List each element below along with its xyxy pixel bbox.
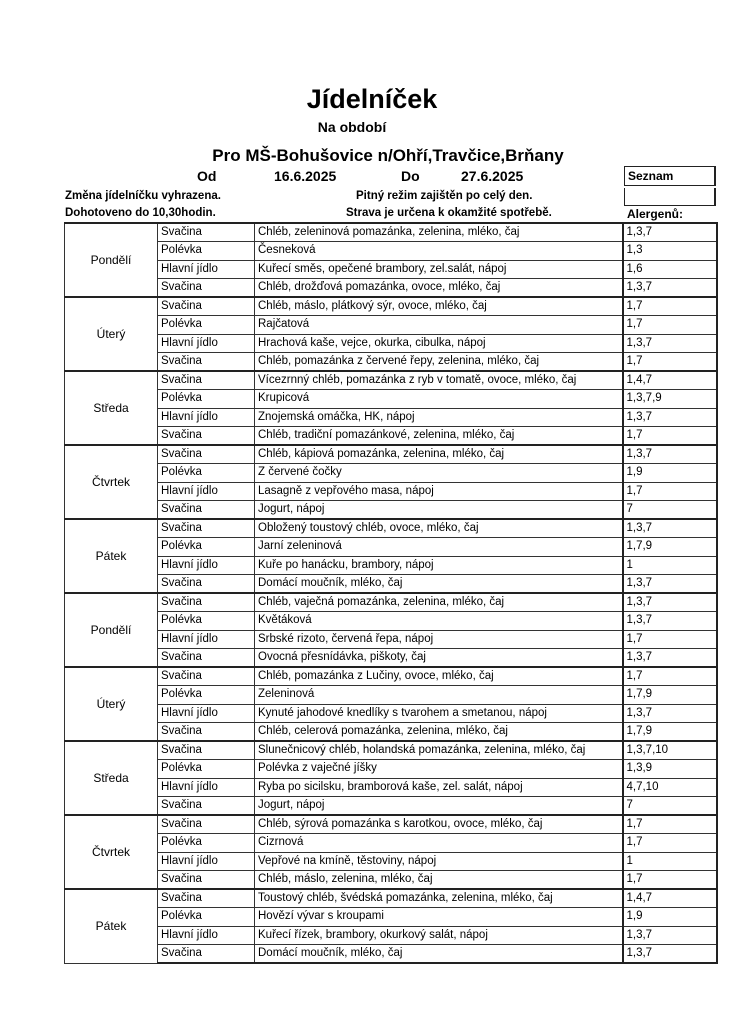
meal-type: Svačina: [158, 649, 255, 668]
school-name: Pro MŠ-Bohušovice n/Ohří,Travčice,Brňany: [212, 146, 564, 165]
meal-description: Kynuté jahodové knedlíky s tvarohem a smetanou, nápoj: [255, 704, 623, 723]
to-label: Do: [401, 168, 420, 184]
meal-description: Lasagně z vepřového masa, nápoj: [255, 482, 623, 501]
meal-allergens: 1,3,7: [623, 593, 717, 612]
meal-type: Svačina: [158, 427, 255, 446]
meal-description: Krupicová: [255, 390, 623, 409]
menu-row: [65, 889, 717, 908]
menu-row: [65, 501, 717, 520]
meal-allergens: 1: [623, 556, 717, 575]
meal-allergens: 1,7: [623, 815, 717, 834]
meal-allergens: 1,6: [623, 260, 717, 279]
meal-type: Polévka: [158, 316, 255, 335]
meal-description: Chléb, máslo, zelenina, mléko, čaj: [255, 871, 623, 890]
meal-description: Zeleninová: [255, 686, 623, 705]
meal-allergens: 1,3,7: [623, 279, 717, 298]
meal-allergens: 1,3,7,10: [623, 741, 717, 760]
meal-description: Chléb, zeleninová pomazánka, zelenina, mléko, čaj: [255, 223, 623, 242]
meal-type: Hlavní jídlo: [158, 556, 255, 575]
meal-allergens: 1,3,7: [623, 704, 717, 723]
meal-type: Svačina: [158, 871, 255, 890]
meal-description: Chléb, kápiová pomazánka, zelenina, mléko, čaj: [255, 445, 623, 464]
meal-description: Z červené čočky: [255, 464, 623, 483]
meal-allergens: 7: [623, 501, 717, 520]
menu-row: [65, 242, 717, 261]
meal-type: Svačina: [158, 815, 255, 834]
meal-description: Ovocná přesnídávka, piškoty, čaj: [255, 649, 623, 668]
meal-description: Slunečnicový chléb, holandská pomazánka, zelenina, mléko, čaj: [255, 741, 623, 760]
day-name: Pátek: [65, 889, 158, 963]
meal-allergens: 1,3,7: [623, 334, 717, 353]
meal-description: Domácí moučník, mléko, čaj: [255, 945, 623, 964]
meal-allergens: 1,7: [623, 297, 717, 316]
day-name: Úterý: [65, 667, 158, 741]
menu-row: [65, 797, 717, 816]
meal-type: Hlavní jídlo: [158, 260, 255, 279]
period-label: Na období: [317, 119, 387, 135]
menu-row: [65, 260, 717, 279]
meal-type: Svačina: [158, 519, 255, 538]
menu-row: [65, 760, 717, 779]
meal-description: Domácí moučník, mléko, čaj: [255, 575, 623, 594]
meal-allergens: 1,3,7: [623, 445, 717, 464]
meal-type: Svačina: [158, 445, 255, 464]
menu-row: [65, 464, 717, 483]
meal-allergens: 1,4,7: [623, 889, 717, 908]
meal-allergens: 1,3,7: [623, 223, 717, 242]
meal-allergens: 1,7,9: [623, 538, 717, 557]
menu-row: [65, 630, 717, 649]
meal-allergens: 1,7: [623, 427, 717, 446]
menu-row: [65, 408, 717, 427]
meal-type: Hlavní jídlo: [158, 926, 255, 945]
meal-type: Polévka: [158, 464, 255, 483]
menu-row: [65, 445, 717, 464]
meal-type: Svačina: [158, 279, 255, 298]
meal-description: Znojemská omáčka, HK, nápoj: [255, 408, 623, 427]
meal-description: Vícezrnný chléb, pomazánka z ryb v tomatě, ovoce, mléko, čaj: [255, 371, 623, 390]
meal-type: Svačina: [158, 741, 255, 760]
note-change-reserved: Změna jídelníčku vyhrazena.: [65, 190, 221, 202]
day-name: Středa: [65, 371, 158, 445]
menu-row: [65, 427, 717, 446]
meal-description: Kuře po hanácku, brambory, nápoj: [255, 556, 623, 575]
menu-row: [65, 815, 717, 834]
allergen-header-subtitle: Alergenů:: [627, 207, 684, 221]
meal-description: Srbské rizoto, červená řepa, nápoj: [255, 630, 623, 649]
meal-allergens: 1,3,7: [623, 926, 717, 945]
day-name: Čtvrtek: [65, 815, 158, 889]
meal-description: Chléb, drožďová pomazánka, ovoce, mléko, čaj: [255, 279, 623, 298]
meal-type: Svačina: [158, 723, 255, 742]
meal-type: Svačina: [158, 593, 255, 612]
meal-description: Kuřecí řízek, brambory, okurkový salát, nápoj: [255, 926, 623, 945]
meal-type: Svačina: [158, 353, 255, 372]
meal-description: Toustový chléb, švédská pomazánka, zelenina, mléko, čaj: [255, 889, 623, 908]
meal-allergens: 1,4,7: [623, 371, 717, 390]
meal-type: Hlavní jídlo: [158, 482, 255, 501]
meal-allergens: 1,7: [623, 667, 717, 686]
meal-allergens: 1,9: [623, 908, 717, 927]
meal-allergens: 1,3,9: [623, 760, 717, 779]
meal-type: Polévka: [158, 390, 255, 409]
meal-allergens: 1,3,7: [623, 575, 717, 594]
meal-type: Svačina: [158, 889, 255, 908]
meal-type: Svačina: [158, 797, 255, 816]
meal-description: Jogurt, nápoj: [255, 501, 623, 520]
menu-row: [65, 704, 717, 723]
meal-allergens: 1,7: [623, 871, 717, 890]
meal-description: Vepřové na kmíně, těstoviny, nápoj: [255, 852, 623, 871]
menu-row: [65, 686, 717, 705]
menu-row: [65, 926, 717, 945]
note-immediate-consumption: Strava je určena k okamžité spotřebě.: [346, 207, 552, 219]
meal-type: Svačina: [158, 371, 255, 390]
meal-allergens: 1,3,7,9: [623, 390, 717, 409]
meal-allergens: 1: [623, 852, 717, 871]
meal-type: Hlavní jídlo: [158, 408, 255, 427]
meal-allergens: 1,7,9: [623, 723, 717, 742]
note-drinking-regime: Pitný režim zajištěn po celý den.: [356, 190, 533, 202]
meal-type: Hlavní jídlo: [158, 630, 255, 649]
meal-description: Rajčatová: [255, 316, 623, 335]
page-title: Jídelníček: [306, 84, 438, 114]
meal-description: Česneková: [255, 242, 623, 261]
day-name: Pátek: [65, 519, 158, 593]
meal-description: Cizrnová: [255, 834, 623, 853]
menu-row: [65, 390, 717, 409]
meal-allergens: 1,3,7: [623, 945, 717, 964]
day-name: Úterý: [65, 297, 158, 371]
menu-row: [65, 741, 717, 760]
menu-row: [65, 538, 717, 557]
meal-allergens: 1,7: [623, 316, 717, 335]
meal-description: Chléb, sýrová pomazánka s karotkou, ovoce, mléko, čaj: [255, 815, 623, 834]
menu-table: [64, 222, 718, 964]
meal-allergens: 1,7: [623, 482, 717, 501]
meal-type: Svačina: [158, 945, 255, 964]
meal-description: Jarní zeleninová: [255, 538, 623, 557]
meal-type: Hlavní jídlo: [158, 778, 255, 797]
meal-description: Chléb, tradiční pomazánkové, zelenina, mléko, čaj: [255, 427, 623, 446]
menu-row: [65, 593, 717, 612]
menu-row: [65, 871, 717, 890]
menu-row: [65, 334, 717, 353]
menu-row: [65, 519, 717, 538]
menu-row: [65, 908, 717, 927]
meal-allergens: 1,7: [623, 834, 717, 853]
meal-allergens: 7: [623, 797, 717, 816]
menu-row: [65, 723, 717, 742]
meal-description: Kuřecí směs, opečené brambory, zel.salát, nápoj: [255, 260, 623, 279]
menu-row: [65, 316, 717, 335]
meal-type: Svačina: [158, 575, 255, 594]
menu-row: [65, 778, 717, 797]
meal-type: Polévka: [158, 686, 255, 705]
meal-allergens: 1,7: [623, 630, 717, 649]
meal-description: Květáková: [255, 612, 623, 631]
from-date: 16.6.2025: [274, 168, 337, 184]
meal-type: Polévka: [158, 242, 255, 261]
meal-type: Polévka: [158, 760, 255, 779]
meal-allergens: 1,7,9: [623, 686, 717, 705]
meal-description: Ryba po sicilsku, bramborová kaše, zel. salát, nápoj: [255, 778, 623, 797]
day-name: Čtvrtek: [65, 445, 158, 519]
from-label: Od: [197, 168, 217, 184]
menu-row: [65, 297, 717, 316]
day-name: Pondělí: [65, 593, 158, 667]
meal-allergens: 1,9: [623, 464, 717, 483]
meal-description: Hovězí vývar s kroupami: [255, 908, 623, 927]
meal-description: Chléb, máslo, plátkový sýr, ovoce, mléko, čaj: [255, 297, 623, 316]
meal-type: Polévka: [158, 908, 255, 927]
menu-row: [65, 223, 717, 242]
meal-allergens: 1,3: [623, 242, 717, 261]
meal-type: Hlavní jídlo: [158, 704, 255, 723]
menu-row: [65, 649, 717, 668]
meal-description: Obložený toustový chléb, ovoce, mléko, čaj: [255, 519, 623, 538]
menu-row: [65, 556, 717, 575]
menu-row: [65, 612, 717, 631]
to-date: 27.6.2025: [461, 168, 524, 184]
menu-row: [65, 834, 717, 853]
meal-type: Polévka: [158, 612, 255, 631]
meal-type: Svačina: [158, 297, 255, 316]
meal-allergens: 1,3,7: [623, 519, 717, 538]
menu-row: [65, 371, 717, 390]
menu-row: [65, 279, 717, 298]
meal-type: Svačina: [158, 501, 255, 520]
menu-row: [65, 353, 717, 372]
meal-type: Hlavní jídlo: [158, 852, 255, 871]
menu-row: [65, 575, 717, 594]
meal-description: Chléb, vaječná pomazánka, zelenina, mléko, čaj: [255, 593, 623, 612]
meal-type: Polévka: [158, 538, 255, 557]
meal-description: Hrachová kaše, vejce, okurka, cibulka, nápoj: [255, 334, 623, 353]
menu-row: [65, 667, 717, 686]
note-completed-time: Dohotoveno do 10,30hodin.: [65, 207, 216, 219]
menu-table-body: [65, 223, 717, 963]
meal-type: Polévka: [158, 834, 255, 853]
meal-type: Svačina: [158, 667, 255, 686]
meal-allergens: 1,7: [623, 353, 717, 372]
day-name: Středa: [65, 741, 158, 815]
meal-allergens: 4,7,10: [623, 778, 717, 797]
menu-row: [65, 945, 717, 964]
meal-allergens: 1,3,7: [623, 612, 717, 631]
meal-allergens: 1,3,7: [623, 408, 717, 427]
meal-type: Svačina: [158, 223, 255, 242]
meal-allergens: 1,3,7: [623, 649, 717, 668]
menu-row: [65, 852, 717, 871]
allergen-header-divider: [624, 188, 716, 206]
menu-row: [65, 482, 717, 501]
meal-description: Chléb, pomazánka z červené řepy, zelenina, mléko, čaj: [255, 353, 623, 372]
meal-description: Chléb, celerová pomazánka, zelenina, mléko, čaj: [255, 723, 623, 742]
meal-description: Polévka z vaječné jíšky: [255, 760, 623, 779]
meal-type: Hlavní jídlo: [158, 334, 255, 353]
meal-description: Chléb, pomazánka z Lučiny, ovoce, mléko, čaj: [255, 667, 623, 686]
allergen-header-title: Seznam: [628, 169, 674, 183]
day-name: Pondělí: [65, 223, 158, 297]
meal-description: Jogurt, nápoj: [255, 797, 623, 816]
